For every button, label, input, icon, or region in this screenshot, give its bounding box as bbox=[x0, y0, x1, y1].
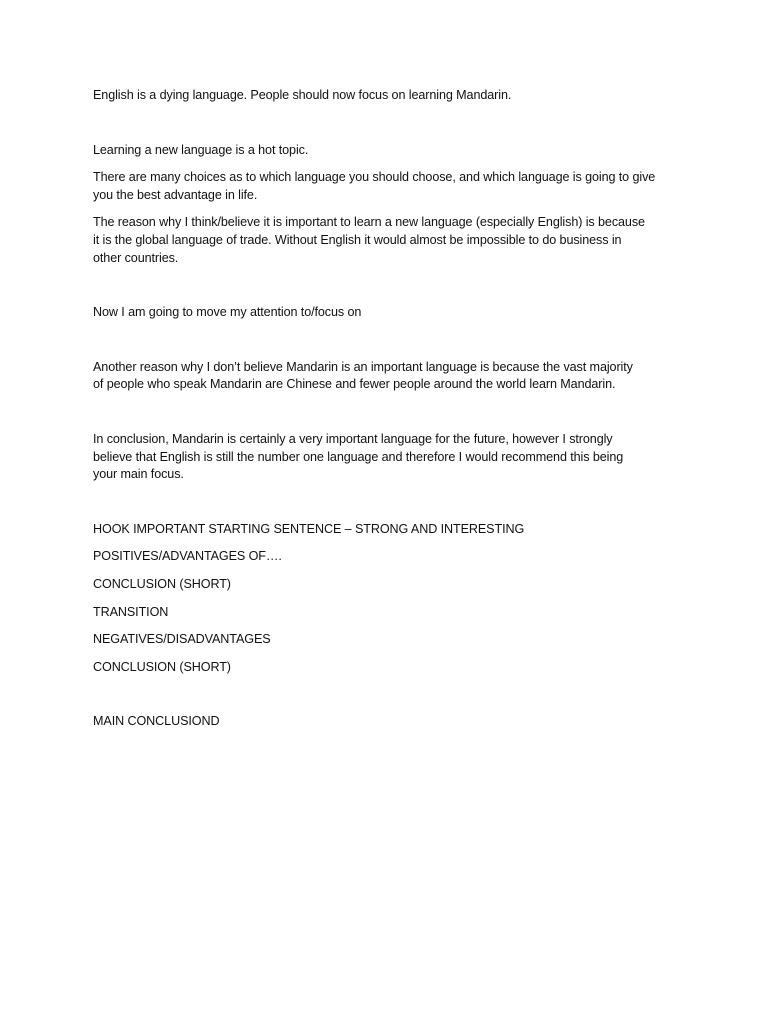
paragraph-transition: Now I am going to move my attention to/focus on bbox=[93, 305, 362, 320]
paragraph-intro-statement: English is a dying language. People should now focus on learning Mandarin. bbox=[93, 88, 512, 102]
outline-transition: TRANSITION bbox=[93, 604, 169, 619]
outline-negatives: NEGATIVES/DISADVANTAGES bbox=[93, 632, 271, 647]
document-body bbox=[93, 87, 683, 731]
outline-positives: POSITIVES/ADVANTAGES OF…. bbox=[93, 549, 282, 564]
paragraph-conclusion: In conclusion, Mandarin is certainly a very important language for the future, however I strongly believe that English is still the number one language and therefore I would recommend this being your main focus. bbox=[93, 431, 624, 482]
outline-conclusion-short-1: CONCLUSION (SHORT) bbox=[93, 576, 231, 591]
outline-hook: HOOK IMPORTANT STARTING SENTENCE – STRONG AND INTERESTING bbox=[93, 521, 525, 536]
outline-main-conclusion: MAIN CONCLUSIOND bbox=[93, 714, 220, 729]
paragraph-reason-english: The reason why I think/believe it is important to learn a new language (especially English) is because it is the global language of trade. Without English it would almost be impossible to do business in other countries. bbox=[93, 215, 645, 265]
paragraph-many-choices: There are many choices as to which language you should choose, and which language is going to give you the best advantage in life. bbox=[93, 170, 656, 202]
paragraph-hot-topic: Learning a new language is a hot topic. bbox=[93, 142, 309, 157]
outline-conclusion-short-2: CONCLUSION (SHORT) bbox=[93, 659, 231, 674]
paragraph-reason-mandarin: Another reason why I don’t believe Mandarin is an important language is because the vast majority of people who speak Mandarin are Chinese and fewer people around the world learn Mandarin. bbox=[93, 359, 633, 392]
